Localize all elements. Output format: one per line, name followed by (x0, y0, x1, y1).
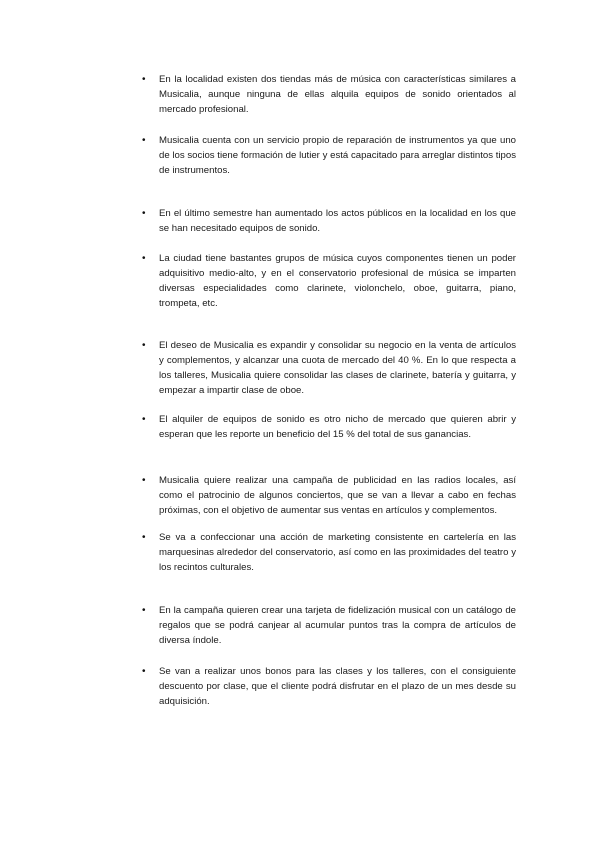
list-item-text: Se van a realizar unos bonos para las clases y los talleres, con el consiguiente descuento por clase, que el cliente podrá disfrutar en el plazo de un mes desde su adquisición. (159, 666, 516, 707)
bullet-icon: • (142, 340, 146, 351)
list-item-text: La ciudad tiene bastantes grupos de música cuyos componentes tienen un poder adquisitivo medio-alto, y en el conservatorio profesional de música se imparten diversas especialidades como clarinete, violonchelo, oboe, guitarra, piano, trompeta, etc. (159, 253, 516, 309)
list-item (142, 530, 516, 575)
list-item-text: El alquiler de equipos de sonido es otro nicho de mercado que quieren abrir y esperan que les reporte un beneficio del 15 % del total de sus ganancias. (159, 414, 516, 440)
bullet-icon: • (142, 253, 146, 264)
bullet-icon: • (142, 475, 146, 486)
list-item-text: En la localidad existen dos tiendas más de música con características similares a Musicalia, aunque ninguna de ellas alquila equipos de sonido orientados al mercado profesional. (159, 74, 516, 115)
list-item-text: En la campaña quieren crear una tarjeta de fidelización musical con un catálogo de regalos que se podrá canjear al acumular puntos tras la compra de artículos de diversa índole. (159, 605, 516, 646)
list-item (142, 72, 516, 117)
list-item-text: Musicalia quiere realizar una campaña de publicidad en las radios locales, así como el patrocinio de algunos conciertos, que se van a llevar a cabo en fechas próximas, con el objetivo de aumentar sus ventas en artículos y complementos. (159, 475, 516, 516)
bullet-icon: • (142, 666, 146, 677)
list-item (142, 412, 516, 442)
list-item (142, 473, 516, 518)
bullet-icon: • (142, 74, 146, 85)
bullet-icon: • (142, 532, 146, 543)
list-item (142, 338, 516, 398)
bullet-icon: • (142, 605, 146, 616)
list-item-text: En el último semestre han aumentado los actos públicos en la localidad en los que se han necesitado equipos de sonido. (159, 208, 516, 234)
bullet-icon: • (142, 414, 146, 425)
list-item-text: Musicalia cuenta con un servicio propio de reparación de instrumentos ya que uno de los socios tiene formación de lutier y está capacitado para arreglar distintos tipos de instrumentos. (159, 135, 516, 176)
list-item (142, 206, 516, 236)
list-item (142, 133, 516, 178)
list-item-text: Se va a confeccionar una acción de marketing consistente en cartelería en las marquesinas alrededor del conservatorio, así como en las proximidades del teatro y los recintos culturales. (159, 532, 516, 573)
list-item (142, 603, 516, 648)
list-item-text: El deseo de Musicalia es expandir y consolidar su negocio en la venta de artículos y complementos, y alcanzar una cuota de mercado del 40 %. En lo que respecta a los talleres, Musicalia quiere consolidar las clases de clarinete, batería y guitarra, y empezar a impartir clase de oboe. (159, 340, 516, 396)
list-item (142, 664, 516, 709)
bullet-icon: • (142, 135, 146, 146)
list-item (142, 251, 516, 311)
bullet-icon: • (142, 208, 146, 219)
